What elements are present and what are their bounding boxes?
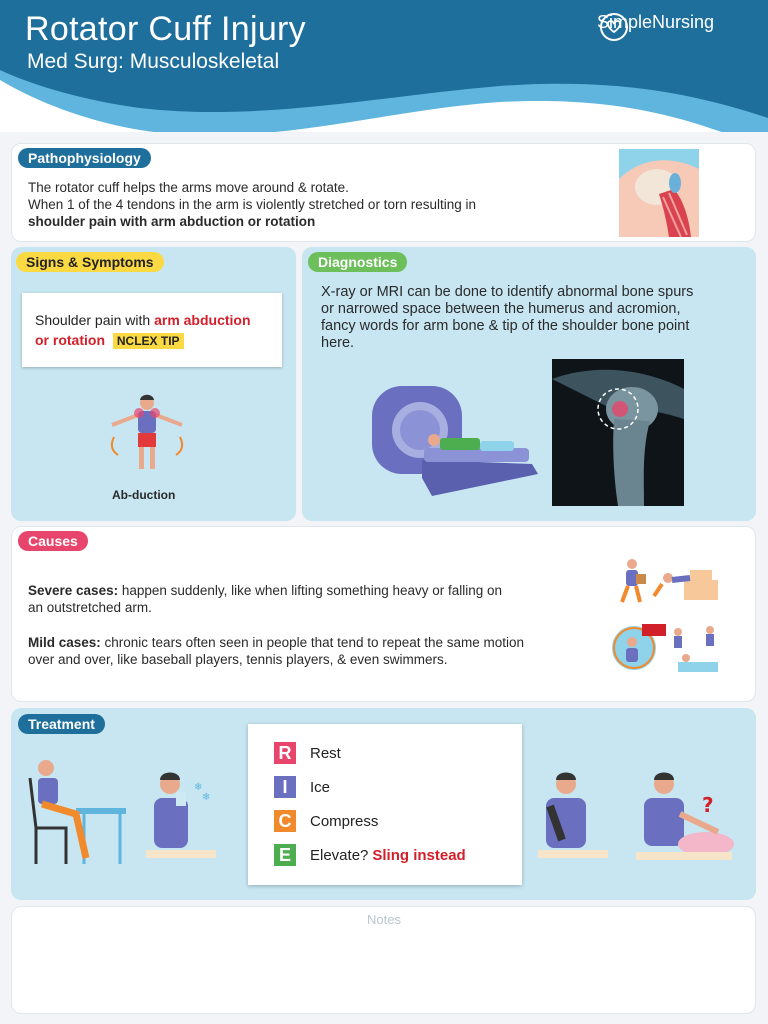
rice-letter-c: C xyxy=(274,810,296,832)
stethoscope-heart-icon xyxy=(597,12,631,42)
causes-label: Causes xyxy=(18,531,88,551)
brand-name: SimpleNursing xyxy=(597,12,715,32)
resting-person-icon xyxy=(22,758,128,866)
severe-cases-text-1: happen suddenly, like when lifting something heavy or falling on xyxy=(118,583,503,598)
mild-cases-text-1: chronic tears often seen in people that tend to repeat the same motion xyxy=(100,635,525,650)
rice-text-compress: Compress xyxy=(310,812,379,830)
sports-players-icon xyxy=(612,622,722,674)
rice-text-rest: Rest xyxy=(310,744,341,762)
callout-highlight-1: arm abduction xyxy=(154,312,251,328)
rice-letter-i: I xyxy=(274,776,296,798)
rice-box xyxy=(248,724,522,885)
rice-letter-r: R xyxy=(274,742,296,764)
svg-text:❄: ❄ xyxy=(202,792,211,803)
mri-machine-icon xyxy=(372,378,538,498)
severe-cases-label: Severe cases: xyxy=(28,583,119,598)
mild-cases-text-2: over and over, like baseball players, tennis players, & even swimmers. xyxy=(28,652,448,667)
treatment-label: Treatment xyxy=(18,714,105,734)
diagnostics-line-2: or narrowed space between the humerus and acromion, xyxy=(321,301,681,317)
rice-row-rest xyxy=(274,742,341,764)
pathophysiology-line-1: The rotator cuff helps the arms move around & rotate. xyxy=(28,180,349,195)
nclex-tip-badge: NCLEX TIP xyxy=(113,333,184,349)
rice-letter-e: E xyxy=(274,844,296,866)
severe-cases-line-1 xyxy=(28,582,502,599)
svg-text:?: ? xyxy=(702,793,714,817)
signs-label: Signs & Symptoms xyxy=(16,252,164,272)
diagnostics-line-1: X-ray or MRI can be done to identify abnormal bone spurs xyxy=(321,284,694,300)
diagnostics-line-3: fancy words for arm bone & tip of the shoulder bone point xyxy=(321,318,690,334)
shoulder-xray-image xyxy=(552,359,684,506)
lifting-falling-icon xyxy=(614,558,720,606)
diagnostics-label: Diagnostics xyxy=(308,252,407,272)
pathophysiology-line-3: shoulder pain with arm abduction or rotation xyxy=(28,214,316,229)
pathophysiology-line-2: When 1 of the 4 tendons in the arm is violently stretched or torn resulting in xyxy=(28,197,476,212)
page-subtitle: Med Surg: Musculoskeletal xyxy=(27,50,280,73)
rice-row-elevate xyxy=(274,844,466,866)
mild-cases-label: Mild cases: xyxy=(28,635,101,650)
ice-pack-person-icon xyxy=(146,770,218,860)
mild-cases-line-1 xyxy=(28,634,524,651)
abduction-figure-icon xyxy=(106,393,188,483)
callout-prefix: Shoulder pain with xyxy=(35,312,155,328)
elevate-person-icon xyxy=(636,770,736,862)
diagnostics-line-4: here. xyxy=(321,335,355,351)
rice-row-ice xyxy=(274,776,330,798)
rice-text-elevate: Elevate? xyxy=(310,846,369,864)
pathophysiology-label: Pathophysiology xyxy=(18,148,151,168)
severe-cases-text-2: an outstretched arm. xyxy=(28,600,152,615)
signs-callout xyxy=(22,293,282,367)
page-title: Rotator Cuff Injury xyxy=(25,10,306,48)
rice-sling-instead: Sling instead xyxy=(372,846,466,864)
abduction-caption: Ab-duction xyxy=(112,488,176,502)
rice-text-ice: Ice xyxy=(310,778,331,796)
shoulder-anatomy-icon xyxy=(619,149,699,237)
svg-text:❄: ❄ xyxy=(194,782,203,793)
compression-person-icon xyxy=(538,770,610,860)
notes-label: Notes xyxy=(367,912,401,927)
rice-row-compress xyxy=(274,810,378,832)
brand-logo[interactable] xyxy=(597,12,714,33)
callout-highlight-2: or rotation xyxy=(35,332,105,348)
